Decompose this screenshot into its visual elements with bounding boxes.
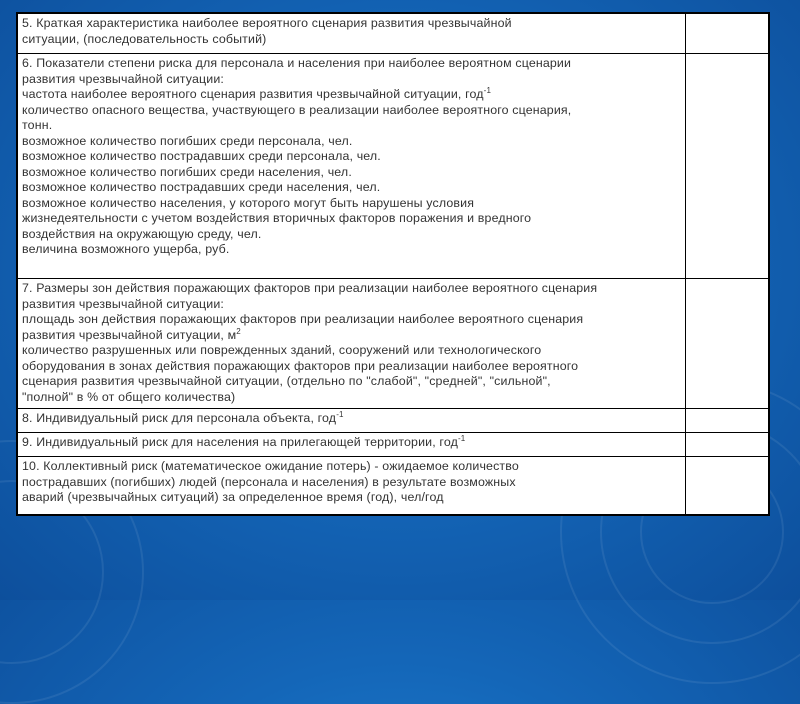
row-text-line: возможное количество населения, у которого могут быть нарушены условия [22,195,475,210]
row-text-line [22,435,681,451]
table-row [18,433,768,457]
row-text-line: жизнедеятельности с учетом воздействия вторичных факторов поражения и вредного [22,211,532,225]
row-text: частота наиболее вероятного сценария развития чрезвычайной ситуации, год [22,87,484,101]
row-text: развития чрезвычайной ситуации, м [22,327,237,342]
row-text-line: количество разрушенных или поврежденных зданий, сооружений или технологического [22,343,542,357]
row-text-line: пострадавших (погибших) людей (персонала и населения) в результате возможных [22,474,516,489]
table-row [18,14,768,54]
row-text-line: возможное количество погибших среди населения, чел. [22,164,352,179]
superscript: -1 [483,85,492,95]
row-text-line [22,87,681,103]
row-text-line: тонн. [22,118,53,132]
superscript: -1 [336,409,344,419]
superscript: 2 [236,326,241,336]
row-text-line: 5. Краткая характеристика наиболее вероятного сценария развития чрезвычайной [22,16,512,30]
row-text-line: ситуации, (последовательность событий) [22,31,267,46]
row-text: 9. Индивидуальный риск для населения на прилегающей территории, год [22,435,458,449]
row-description-cell [18,457,686,514]
row-text-line: 10. Коллективный риск (математическое ожидание потерь) - ожидаемое количество [22,459,519,473]
value-cell [686,279,768,408]
row-text-line: развития чрезвычайной ситуации: [22,296,224,311]
row-description-cell [18,279,686,408]
row-description-cell [18,409,686,432]
row-text-line: развития чрезвычайной ситуации: [22,71,224,86]
row-text-line: величина возможного ущерба, руб. [22,242,230,256]
table-row [18,457,768,514]
value-cell [686,433,768,456]
row-description-cell [18,14,686,53]
row-text-line: сценария развития чрезвычайной ситуации, (отдельно по "слабой", "средней", "сильной", [22,374,551,388]
row-text-line [22,411,681,427]
row-text-line: "полной" в % от общего количества) [22,389,236,404]
row-text-line: возможное количество пострадавших среди населения, чел. [22,180,381,194]
row-text-line: 6. Показатели степени риска для персонала и населения при наиболее вероятном сценарии [22,56,572,70]
risk-indicators-table [16,12,770,516]
row-text-line: оборудования в зонах действия поражающих факторов при реализации наиболее вероятного [22,358,579,373]
row-text-line: возможное количество пострадавших среди персонала, чел. [22,149,381,163]
row-text-line: воздействия на окружающую среду, чел. [22,226,262,241]
superscript: -1 [457,433,466,443]
value-cell [686,54,768,278]
table-row [18,409,768,433]
row-text-line: количество опасного вещества, участвующего в реализации наиболее вероятного сценария, [22,102,572,117]
row-description-cell [18,433,686,456]
value-cell [686,457,768,514]
value-cell [686,409,768,432]
row-text-line: площадь зон действия поражающих факторов при реализации наиболее вероятного сценария [22,312,584,326]
row-text-line: 7. Размеры зон действия поражающих факторов при реализации наиболее вероятного сценария [22,281,598,295]
row-description-cell [18,54,686,278]
table-row [18,54,768,279]
row-text-line: возможное количество погибших среди персонала, чел. [22,133,353,148]
row-text-line: аварий (чрезвычайных ситуаций) за определенное время (год), чел/год [22,490,444,504]
row-text: 8. Индивидуальный риск для персонала объекта, год [22,411,337,425]
value-cell [686,14,768,53]
row-text-line [22,328,681,344]
table-row [18,279,768,409]
